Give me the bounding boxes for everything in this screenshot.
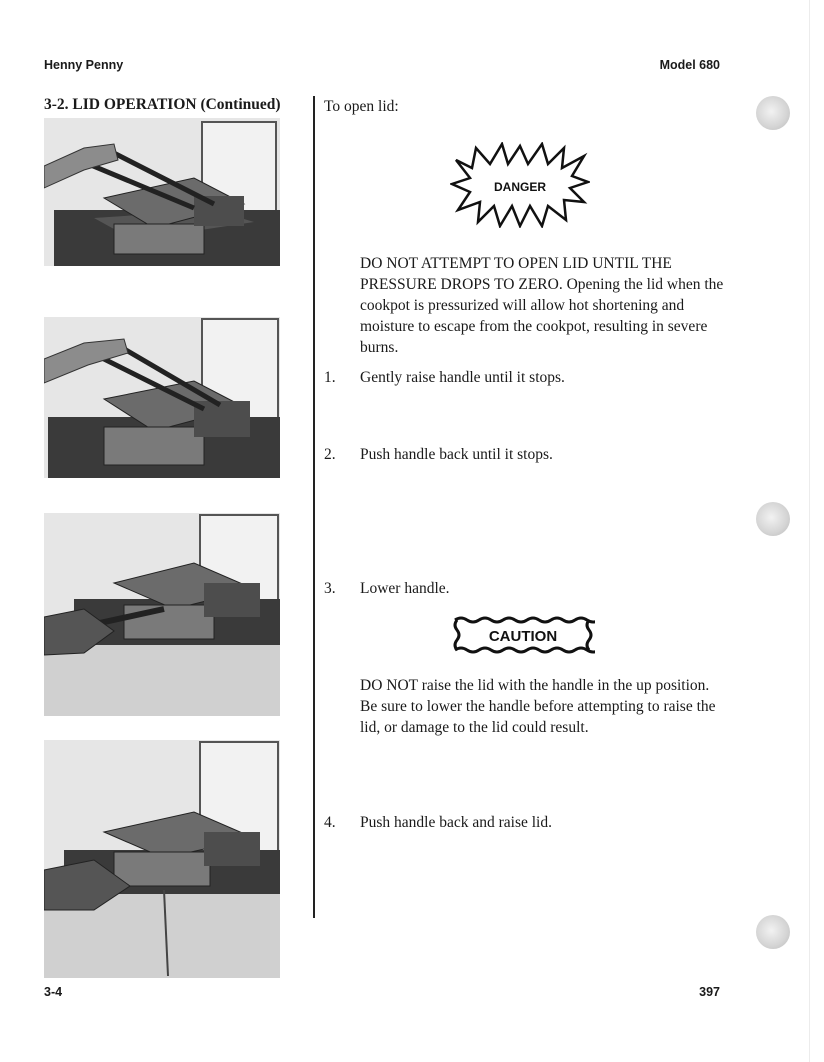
- section-title: 3-2. LID OPERATION (Continued): [44, 96, 281, 113]
- step-4: [324, 812, 734, 833]
- step-3-number: 3.: [324, 580, 336, 597]
- page-edge: [809, 0, 810, 1062]
- step-3: [324, 578, 734, 599]
- intro-text: To open lid:: [324, 98, 399, 115]
- photo-step-4: [44, 740, 280, 978]
- step-1: [324, 367, 734, 388]
- danger-label: DANGER: [493, 180, 547, 194]
- photo-step-2: [44, 317, 280, 478]
- header-brand: Henny Penny: [44, 58, 124, 72]
- step-2: [324, 444, 734, 465]
- photo-step-3: [44, 513, 280, 716]
- caution-text: DO NOT raise the lid with the handle in the up position. Be sure to lower the handle before attempting to raise the lid, or damage to the lid could result.: [360, 677, 716, 736]
- binder-hole-top: [756, 96, 790, 130]
- danger-text: DO NOT ATTEMPT TO OPEN LID UNTIL THE PRESSURE DROPS TO ZERO. Opening the lid when the cookpot is pressurized will allow hot shortening and moisture to escape from the cookpot, resulting in severe burns.: [360, 255, 724, 356]
- caution-label: CAUTION: [488, 628, 558, 645]
- step-1-text: Gently raise handle until it stops.: [360, 369, 565, 386]
- page-number: 397: [699, 985, 720, 999]
- step-2-number: 2.: [324, 446, 336, 463]
- photo-step-1: [44, 118, 280, 266]
- step-1-number: 1.: [324, 369, 336, 386]
- caution-warning-symbol: [451, 614, 595, 656]
- binder-hole-bottom: [756, 915, 790, 949]
- step-3-text: Lower handle.: [360, 580, 450, 597]
- column-divider: [313, 96, 315, 918]
- danger-warning-symbol: [450, 142, 590, 228]
- step-2-text: Push handle back until it stops.: [360, 446, 553, 463]
- header-model: Model 680: [659, 58, 720, 72]
- step-4-text: Push handle back and raise lid.: [360, 814, 552, 831]
- step-4-number: 4.: [324, 814, 336, 831]
- page-section-number: 3-4: [44, 985, 63, 999]
- binder-hole-middle: [756, 502, 790, 536]
